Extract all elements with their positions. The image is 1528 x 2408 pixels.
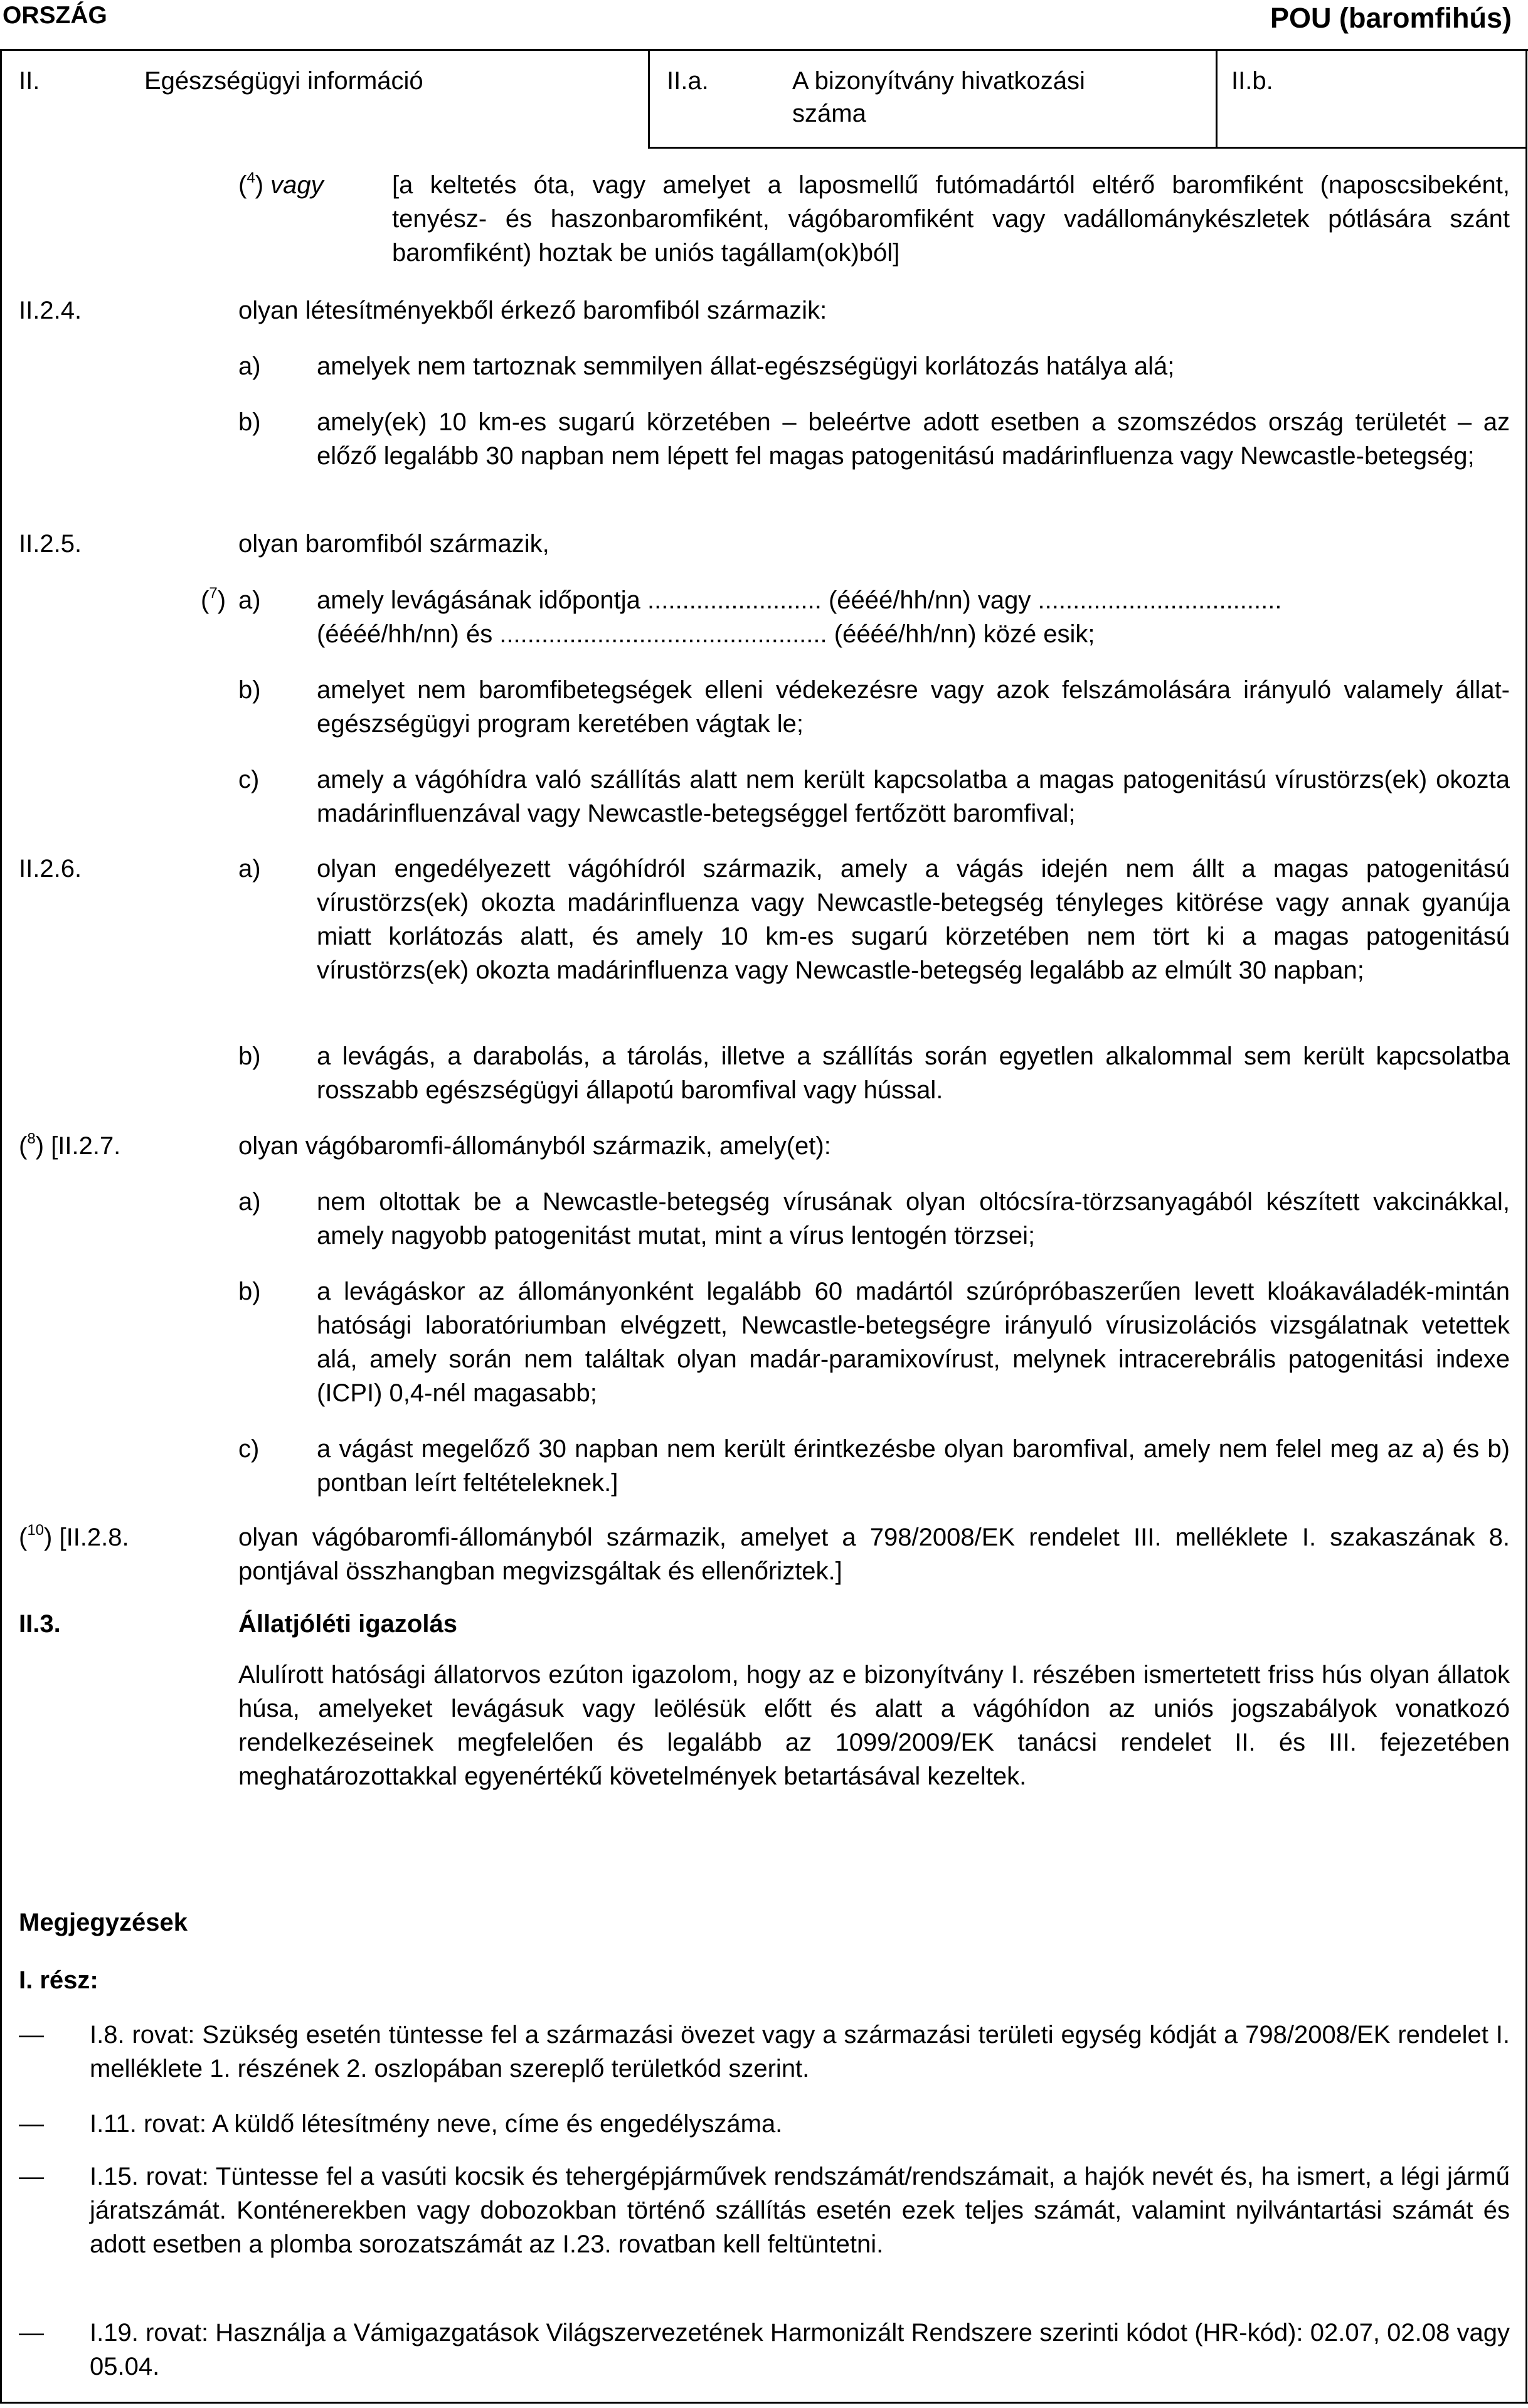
clause-ii24-a-text: amelyek nem tartoznak semmilyen állat-egészségügyi korlátozás hatálya alá; <box>317 353 1175 380</box>
header-divider-2 <box>1216 49 1218 148</box>
country-label: ORSZÁG <box>3 2 107 29</box>
clause-ii26-a-text: olyan engedélyezett vágóhídról származik, amely a vágás idején nem állt a magas patogenitású vírustörzs(ek) okozta madárinfluenza vagy Newcastle-betegség tényleges kitörése vagy annak gyanúja miatt korlátozás alatt, és amely 10 km-es sugarú körzetében nem tört ki a magas patogenitású vírustörzs(ek) okozta madárinfluenza vagy Newcastle-betegség legalább az elmúlt 30 napban; <box>317 855 1510 984</box>
clause-ii26-b-label: b) <box>238 1042 261 1070</box>
clause-ii25-number: II.2.5. <box>19 530 82 558</box>
clause-ii27-c-label: c) <box>238 1435 260 1463</box>
clause-ii26-b-text: a levágás, a darabolás, a tárolás, illetve a szállítás során egyetlen alkalommal sem került kapcsolatba rosszabb egészségügyi állapotú baromfival vagy hússal. <box>317 1042 1510 1104</box>
note-item: I.19. rovat: Használja a Vámigazgatások Világszervezetének Harmonizált Rendszere szerinti kódot (HR-kód): 02.07, 02.08 vagy 05.04. <box>90 2319 1510 2380</box>
certificate-title: POU (baromfihús) <box>1270 2 1512 34</box>
clause-ii24-title: olyan létesítményekből érkező baromfiból származik: <box>238 297 827 324</box>
note-dash: — <box>19 2110 44 2138</box>
note-item: I.8. rovat: Szükség esetén tüntesse fel a származási övezet vagy a származási területi egység kódját a 798/2008/EK rendelet I. melléklete 1. részének 2. oszlopában szereplő területkód szerint. <box>90 2021 1510 2082</box>
clause-ii25-c-label: c) <box>238 766 260 793</box>
clause-ii24-b-text: amely(ek) 10 km-es sugarú körzetében – beleértve adott esetben a szomszédos ország területét – az előző legalább 30 napban nem lépett fel magas patogenitású madárinfluenza vagy Newcastle-betegség; <box>317 408 1510 470</box>
note-dash: — <box>19 2319 44 2347</box>
clause-ii28-number: ($^{10}$) [II.2.8. <box>19 1521 129 1551</box>
clause-ii27-a-label: a) <box>238 1188 261 1216</box>
clause-ii27-a-text: nem oltottak be a Newcastle-betegség vírusának olyan oltócsíra-törzsanyagából készített vakcinákkal, amely nagyobb patogenitást mutat, mint a vírus lentogén törzsei; <box>317 1188 1510 1249</box>
footnote-ref-7: ($^7$) <box>201 584 226 614</box>
clause-ii25-title: olyan baromfiból származik, <box>238 530 549 558</box>
clause-ii25-b-text: amelyet nem baromfibetegségek elleni védekezésre vagy azok felszámolására irányuló valamely állat-egészségügyi program keretében vágtak le; <box>317 676 1510 738</box>
notes-heading: Megjegyzések <box>19 1909 188 1936</box>
clause-ii28-text: olyan vágóbaromfi-állományból származik, amelyet a 798/2008/EK rendelet III. melléklete I. szakaszának 8. pontjával összhangban megvizsgáltak és ellenőriztek.] <box>238 1524 1510 1585</box>
clause-ii27-number: ($^8$) [II.2.7. <box>19 1130 121 1160</box>
clause-ii3-title: Állatjóléti igazolás <box>238 1610 457 1638</box>
clause-ii3-number: II.3. <box>19 1610 61 1638</box>
footnote-ref-4: ($^4$) vagy <box>238 169 324 199</box>
clause-ii24-number: II.2.4. <box>19 297 82 324</box>
clause-ii25-a-line1: amely levágásának időpontja ......................... (éééé/hh/nn) vagy ................................... <box>317 586 1282 614</box>
frame-top-border <box>0 49 1528 51</box>
reference-title: A bizonyítvány hivatkozási száma <box>792 67 1085 127</box>
clause-ii3-text: Alulírott hatósági állatorvos ezúton igazolom, hogy az e bizonyítvány I. részében ismertetett friss hús olyan állatok húsa, amelyeket levágásuk vagy leölésük előtt és alatt a vágóhídon az uniós jogszabályok vonatkozó rendelkezéseinek megfelelően és legalább az 1099/2009/EK tanácsi rendelet II. és III. fejezetében meghatározottakkal egyenértékű követelmények betartásával kezeltek. <box>238 1661 1510 1790</box>
clause-ii24-b-label: b) <box>238 408 261 436</box>
note-item: I.15. rovat: Tüntesse fel a vasúti kocsik és tehergépjárművek rendszámát/rendszámait, a hajók nevét és, ha ismert, a légi jármű járatszámát. Konténerekben vagy dobozokban történő szállítás esetén ezek teljes számát, valamint nyilvántartási számát és adott esetben a plomba sorozatszámát az I.23. rovatban kell feltüntetni. <box>90 2163 1510 2258</box>
note-item: I.11. rovat: A küldő létesítmény neve, címe és engedélyszáma. <box>90 2110 783 2138</box>
reference-b-label: II.b. <box>1231 67 1273 95</box>
notes-part-heading: I. rész: <box>19 1966 98 1994</box>
header-divider-1 <box>648 49 650 148</box>
clause-ii24-a-label: a) <box>238 353 261 380</box>
frame-right-border <box>1525 49 1527 2404</box>
clause-ii27-b-label: b) <box>238 1278 261 1305</box>
section-number: II. <box>19 67 40 95</box>
note-dash: — <box>19 2021 44 2049</box>
frame-bottom-border <box>0 2402 1528 2404</box>
clause-ii25-a-label: a) <box>238 586 261 614</box>
clause-4-text: [a keltetés óta, vagy amelyet a laposmellű futómadártól eltérő baromfiként (naposcsibeként, tenyész- és haszonbaromfiként, vágóbaromfiként vagy vadállománykészletek pótlására szánt baromfiként) hoztak be uniós tagállam(ok)ból] <box>392 171 1510 267</box>
clause-ii25-c-text: amely a vágóhídra való szállítás alatt nem került kapcsolatba a magas patogenitású vírustörzs(ek) okozta madárinfluenzával vagy Newcastle-betegséggel fertőzött baromfival; <box>317 766 1510 827</box>
clause-ii25-b-label: b) <box>238 676 261 704</box>
header-bottom-border <box>648 147 1527 149</box>
note-dash: — <box>19 2163 44 2190</box>
clause-ii25-a-line2: (éééé/hh/nn) és ............................................... (éééé/hh/nn) közé esik; <box>317 620 1095 648</box>
clause-ii27-b-text: a levágáskor az állományonként legalább 60 madártól szúrópróbaszerűen levett kloákaváladék-mintán hatósági laboratóriumban elvégzett, Newcastle-betegségre irányuló vírusizolációs vizsgálatnak vetettek alá, amely során nem találtak olyan madár-paramixovírust, melynek intracerebrális patogenitási indexe (ICPI) 0,4-nél magasabb; <box>317 1278 1510 1407</box>
clause-ii26-a-label: a) <box>238 855 261 883</box>
reference-number-label: II.a. <box>667 67 709 95</box>
section-title: Egészségügyi információ <box>144 67 423 95</box>
clause-ii27-c-text: a vágást megelőző 30 napban nem került érintkezésbe olyan baromfival, amely nem felel meg az a) és b) pontban leírt feltételeknek.] <box>317 1435 1510 1497</box>
frame-left-border <box>0 49 2 2404</box>
clause-ii26-number: II.2.6. <box>19 855 82 883</box>
clause-ii27-title: olyan vágóbaromfi-állományból származik, amely(et): <box>238 1132 831 1160</box>
